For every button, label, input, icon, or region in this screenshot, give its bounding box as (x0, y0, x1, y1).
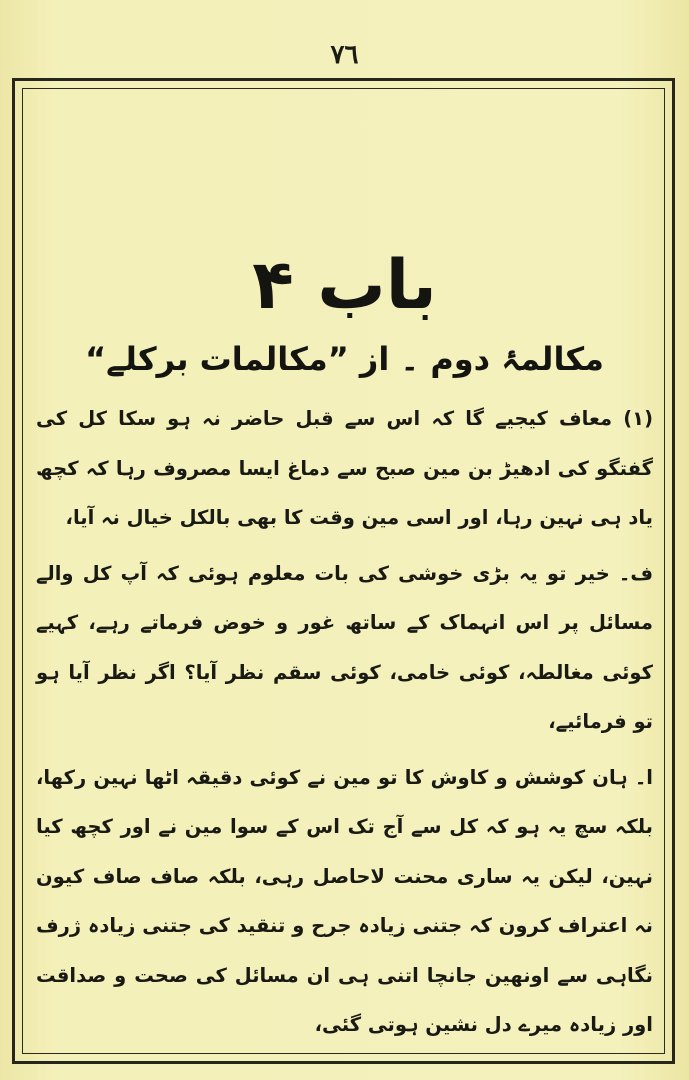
page-number: ۷٦ (330, 40, 359, 70)
paragraph-3: ا۔ ہان کوشش و کاوش کا تو مین نے کوئی دقیقہ اٹھا نہین رکھا، بلکہ سچ یہ ہو کہ کل سے آج تک اس کے سوا مین نے اور کچھ کیا نہین، لیکن یہ ساری محنت لاحاصل رہی، بلکہ صاف صاف کیون نہ اعتراف کرون کہ جتنی زیادہ جرح و تنقید کی جتنی زیادہ ژرف نگاہی سے اونھین جانچا اتنی ہی ان مسائل کی صحت و صداقت اور زیادہ میرے دل نشین ہوتی گئی، (36, 765, 653, 1036)
paragraph-1: (۱) معاف کیجیے گا کہ اس سے قبل حاضر نہ ہو سکا کل کی گفتگو کی ادھیڑ بن مین صبح سے دماغ ایسا مصروف رہا کہ کچھ یاد ہی نہین رہا، اور اسی مین وقت کا بھی بالکل خیال نہ آیا، (36, 407, 653, 529)
paragraph-2: ف۔ خیر تو یہ بڑی خوشی کی بات معلوم ہوئی کہ آپ کل والے مسائل پر اس انہماک کے ساتھ غور و خوض فرماتے رہے، کہیے کوئی مغالطہ، کوئی خامی، کوئی سقم نظر آیا؟ اگر نظر آیا ہو تو فرمائیے، (36, 561, 653, 733)
chapter-title: باب ۴ (252, 246, 437, 325)
page-content (34, 96, 655, 1046)
dialogue-title: مکالمۂ دوم ۔ از ”مکالمات برکلے“ (85, 340, 604, 378)
